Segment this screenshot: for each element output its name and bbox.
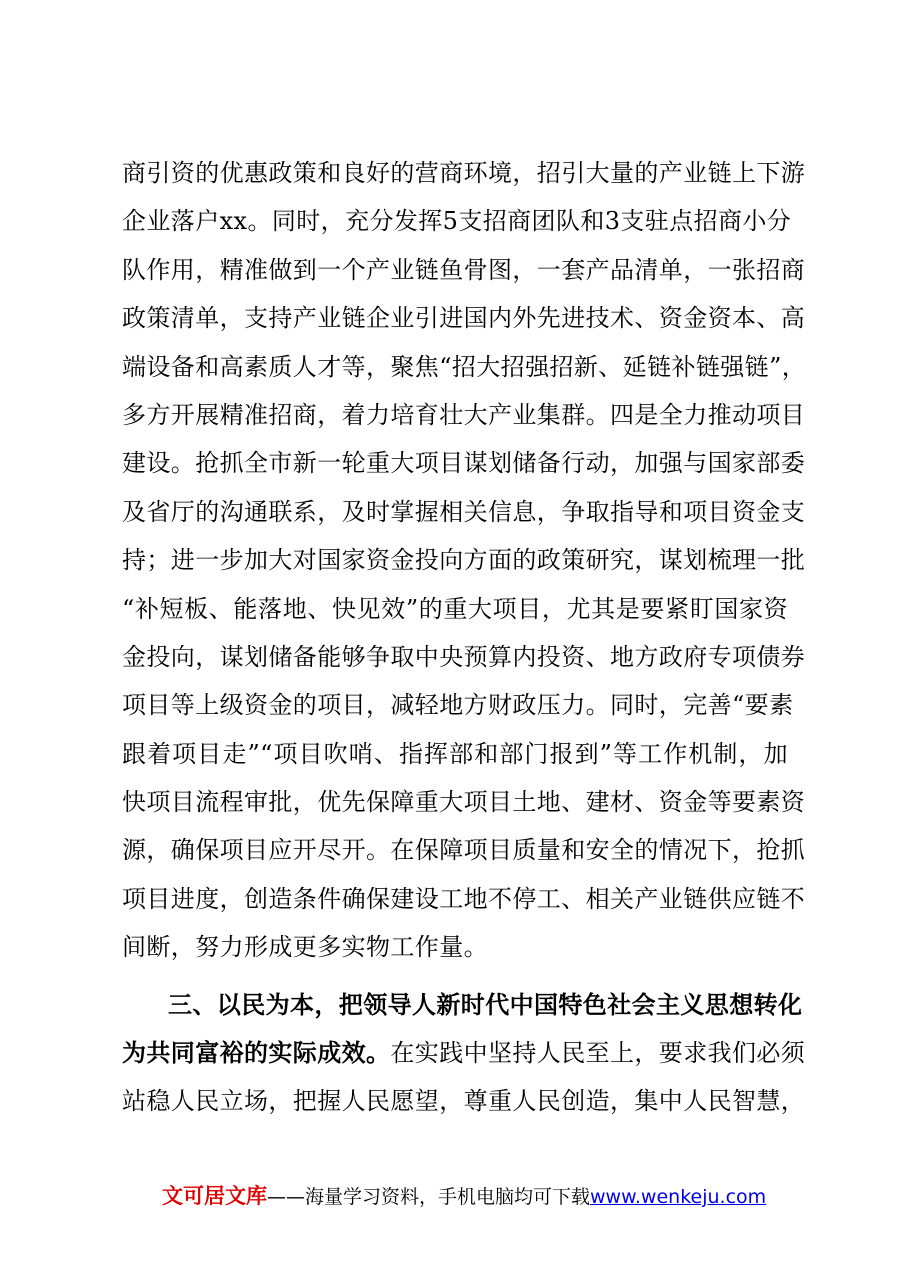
- paragraph-line: 及省厅的沟通联系，及时掌握相关信息，争取指导和项目资金支: [122, 497, 806, 526]
- footer-website-link[interactable]: www.wenkeju.com: [590, 1186, 767, 1208]
- section-heading: 三、以民为本，把领导人新时代中国特色社会主义思想转化: [168, 989, 803, 1019]
- document-body: [122, 158, 807, 1135]
- paragraph-line: 源，确保项目应开尽开。在保障项目质量和安全的情况下，抢抓: [122, 836, 806, 865]
- paragraph-line: 建设。抢抓全市新一轮重大项目谋划储备行动，加强与国家部委: [122, 449, 806, 478]
- section-heading: 为共同富裕的实际成效。: [122, 1038, 391, 1068]
- section-text: 在实践中坚持人民至上，要求我们必须: [390, 1039, 806, 1068]
- paragraph-line: 企业落户xx。同时，充分发挥5支招商团队和3支驻点招商小分: [122, 207, 792, 236]
- section-heading-line: [122, 989, 803, 1038]
- footer-watermark: [162, 1183, 766, 1210]
- paragraph-line: 项目等上级资金的项目，减轻地方财政压力。同时，完善“要素: [122, 691, 794, 720]
- footer-tagline: ——海量学习资料，手机电脑均可下载: [267, 1186, 591, 1208]
- paragraph-line: 持；进一步加大对国家资金投向方面的政策研究，谋划梳理一批: [122, 546, 806, 575]
- footer-brand: 文可居文库: [162, 1184, 267, 1208]
- paragraph-line: 政策清单，支持产业链企业引进国内外先进技术、资金资本、高: [122, 304, 806, 333]
- paragraph-line: 金投向，谋划储备能够争取中央预算内投资、地方政府专项债券: [122, 642, 806, 671]
- section-heading-line: [122, 1038, 806, 1086]
- paragraph-line: 端设备和高素质人才等，聚焦“招大招强招新、延链补链强链”，: [122, 352, 807, 381]
- paragraph-line: 站稳人民立场，把握人民愿望，尊重人民创造，集中人民智慧，: [122, 1087, 806, 1116]
- paragraph-line: “补短板、能落地、快见效”的重大项目，尤其是要紧盯国家资: [122, 594, 788, 623]
- paragraph-line: 间断，努力形成更多实物工作量。: [122, 933, 488, 962]
- paragraph-line: 队作用，精准做到一个产业链鱼骨图，一套产品清单，一张招商: [122, 255, 806, 284]
- paragraph-line: 项目进度，创造条件确保建设工地不停工、相关产业链供应链不: [122, 884, 806, 913]
- paragraph-line: 多方开展精准招商，着力培育壮大产业集群。四是全力推动项目: [122, 400, 806, 429]
- paragraph-line: 商引资的优惠政策和良好的营商环境，招引大量的产业链上下游: [122, 159, 806, 187]
- paragraph-line: 跟着项目走”“项目吹哨、指挥部和部门报到”等工作机制，加: [122, 739, 788, 768]
- paragraph-line: 快项目流程审批，优先保障重大项目土地、建材、资金等要素资: [122, 788, 806, 817]
